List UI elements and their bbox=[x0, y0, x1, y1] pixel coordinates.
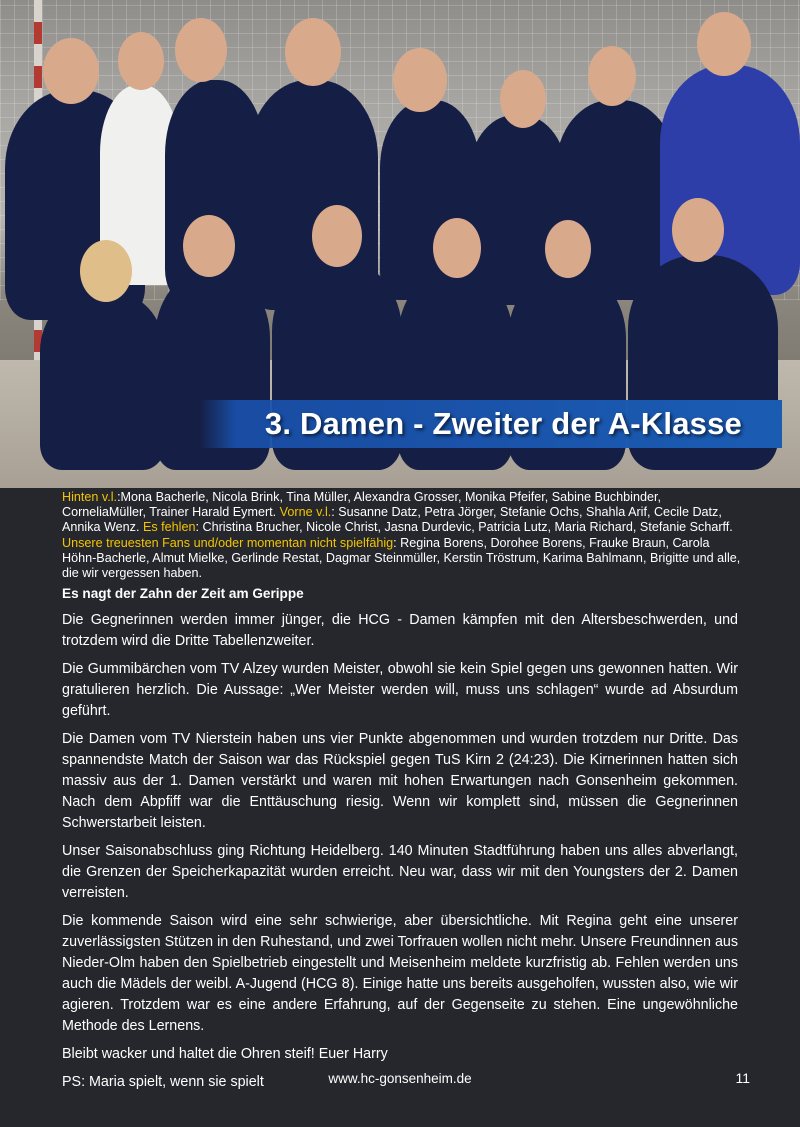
footer-url[interactable]: www.hc-gonsenheim.de bbox=[328, 1071, 472, 1086]
page-title: 3. Damen - Zweiter der A-Klasse bbox=[264, 406, 742, 441]
title-banner bbox=[200, 400, 782, 448]
caption-back-row-names: :Mona Bacherle, Nicola Brink, Tina Müller, Alexandra Grosser, Monika Pfeifer, Sabine Buchbinder, CorneliaMüller, Trainer Harald Eymert. bbox=[62, 490, 661, 520]
player-head bbox=[183, 215, 235, 277]
player-head bbox=[43, 38, 99, 104]
player-head bbox=[118, 32, 164, 90]
article-paragraph: Die Gummibärchen vom TV Alzey wurden Meister, obwohl sie kein Spiel gegen uns gewonnen hatten. Wir gratulieren herzlich. Die Aussage: „Wer Meister werden will, muss uns schlagen“ wurde ad Absurdum geführt. bbox=[62, 661, 738, 719]
caption-label-back-row: Hinten v.l. bbox=[62, 490, 118, 504]
player-head bbox=[393, 48, 447, 112]
player-head bbox=[697, 12, 751, 76]
player-head bbox=[545, 220, 591, 278]
player-head bbox=[588, 46, 636, 106]
caption-missing-names: : Christina Brucher, Nicole Christ, Jasna Durdevic, Patricia Lutz, Maria Richard, Stefanie Scharff. bbox=[195, 520, 733, 535]
article-paragraph: Die Damen vom TV Nierstein haben uns vier Punkte abgenommen und wurden trotzdem nur Dritte. Das spannendste Match der Saison war das Rückspiel gegen TuS Kirn 2 (24:23). Die Kirnerinnen hatten sich massiv aus der 1. Damen verstärkt und waren mit hohen Erwartungen nach Gonsenheim gekommen. Nach dem Abpfiff war die Enttäuschung riesig. Wenn wir komplett sind, müssen die Gegnerinnen Schwerstarbeit leisten. bbox=[62, 731, 738, 831]
caption-front-row-names: : Susanne Datz, Petra Jörger, Stefanie Ochs, Shahla Arif, Cecile Datz, Annika Wenz. bbox=[62, 505, 722, 535]
team-photo bbox=[0, 0, 800, 488]
article-paragraph: Die kommende Saison wird eine sehr schwierige, aber übersichtliche. Mit Regina geht eine unserer zuverlässigsten Stützen in den Ruhestand, und zwei Torfrauen wollen nicht mehr. Unsere Freundinnen aus Nieder-Olm haben den Spielbetrieb eingestellt und Meisenheim meldete kurzfristig ab. Fehlen werden uns auch die Mädels der weibl. A-Jugend (HCG 8). Einige hatte uns bereits ausgeholfen, wussten also, wie wir agieren. Trotzdem war es eine andere Erfahrung, auf der Gegenseite zu stehen. Eine ungewöhnliche Methode des Lernens. bbox=[62, 913, 738, 1034]
player-head bbox=[175, 18, 227, 82]
player-head bbox=[312, 205, 362, 267]
caption-label-fans: Unsere treuesten Fans und/oder momentan nicht spielfähig bbox=[62, 535, 394, 550]
player-figure bbox=[40, 290, 165, 470]
player-head bbox=[285, 18, 341, 86]
article-paragraph: Die Gegnerinnen werden immer jünger, die HCG - Damen kämpfen mit den Altersbeschwerden, und trotzdem wird die Dritte Tabellenzweiter. bbox=[62, 612, 738, 649]
photo-caption bbox=[62, 490, 742, 581]
caption-label-front-row: Vorne v.l. bbox=[279, 505, 332, 520]
player-head bbox=[80, 240, 132, 302]
article-postscript: PS: Maria spielt, wenn sie spielt bbox=[62, 1074, 264, 1090]
page-number: 11 bbox=[735, 1070, 750, 1086]
player-head bbox=[433, 218, 481, 278]
article-paragraph: Unser Saisonabschluss ging Richtung Heidelberg. 140 Minuten Stadtführung haben uns alles abverlangt, die Grenzen der Speicherkapazität wurden erreicht. Neu war, dass wir mit den Youngsters der 2. Damen verreisten. bbox=[62, 843, 738, 901]
player-head bbox=[500, 70, 546, 128]
article bbox=[62, 585, 738, 1100]
caption-label-missing: Es fehlen bbox=[142, 520, 196, 535]
article-closing: Bleibt wacker und haltet die Ohren steif! Euer Harry bbox=[62, 1046, 388, 1062]
article-heading: Es nagt der Zahn der Zeit am Gerippe bbox=[62, 586, 304, 601]
player-head bbox=[672, 198, 724, 262]
caption-fans-names: : Regina Borens, Dorohee Borens, Frauke Braun, Carola Höhn-Bacherle, Almut Mielke, Gerlinde Restat, Dagmar Steinmüller, Kerstin Tröstrum, Karima Bahlmann, Brigitte und alle, die wir vergessen haben. bbox=[62, 535, 741, 581]
